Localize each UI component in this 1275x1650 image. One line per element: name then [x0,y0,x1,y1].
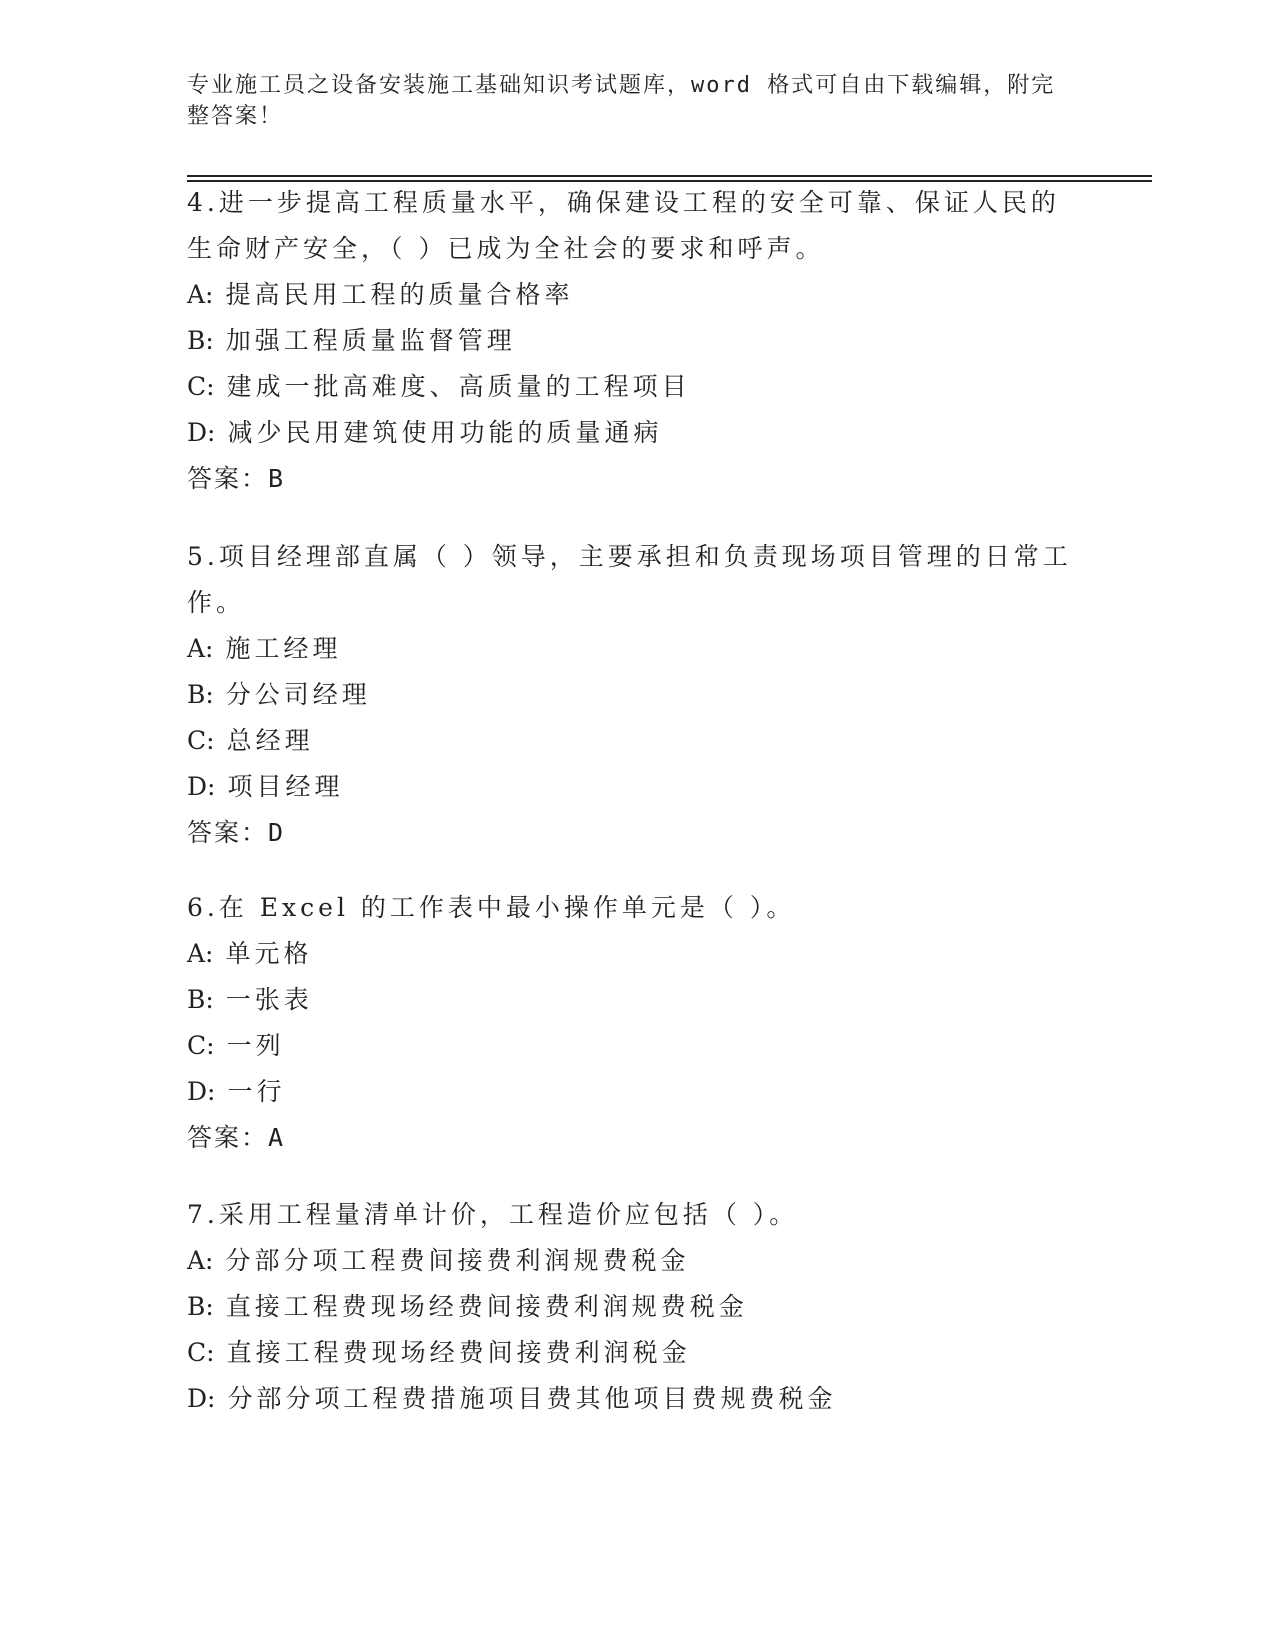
answer-value: B [268,464,284,493]
option-letter: A: [187,634,214,663]
option-letter: B: [187,680,214,709]
answer-line [187,810,1087,856]
option-a [187,1238,1087,1284]
question-stem-line: 4.进一步提高工程质量水平，确保建设工程的安全可靠、保证人民的 [187,188,1060,217]
answer-label: 答案： [187,464,269,493]
option-letter: B: [187,1292,214,1321]
option-b [187,318,1087,364]
question-stem-line: 生命财产安全，（ ）已成为全社会的要求和呼声。 [187,234,825,263]
option-b [187,977,1087,1023]
option-letter: A: [187,280,214,309]
option-text: 直接工程费现场经费间接费利润规费税金 [225,1292,748,1321]
option-text: 提高民用工程的质量合格率 [225,280,574,309]
option-text: 分公司经理 [225,680,371,709]
option-letter: C: [187,372,215,401]
option-text: 一列 [226,1031,285,1060]
option-letter: D: [187,418,216,447]
option-letter: C: [187,726,215,755]
document-header [187,70,1067,132]
option-text: 单元格 [225,939,313,968]
option-text: 一张表 [225,985,313,1014]
question-7 [187,1192,1087,1422]
option-text: 项目经理 [227,772,344,801]
option-text: 直接工程费现场经费间接费利润税金 [226,1338,691,1367]
header-line-1: 专业施工员之设备安装施工基础知识考试题库，word 格式可自由下载编辑，附完 [187,73,1056,98]
option-letter: D: [187,1077,216,1106]
option-c [187,718,1087,764]
answer-value: A [268,1123,284,1152]
option-letter: A: [187,1246,214,1275]
option-letter: C: [187,1031,215,1060]
question-5 [187,534,1087,856]
option-d [187,1376,1087,1422]
question-stem-line: 7.采用工程量清单计价，工程造价应包括（ ）。 [187,1200,799,1229]
answer-value: D [268,818,284,847]
option-b [187,672,1087,718]
option-letter: D: [187,1384,216,1413]
option-c [187,364,1087,410]
option-text: 一行 [227,1077,286,1106]
option-text: 总经理 [226,726,314,755]
option-letter: B: [187,326,214,355]
option-text: 分部分项工程费间接费利润规费税金 [225,1246,690,1275]
option-a [187,272,1087,318]
answer-label: 答案： [187,1123,269,1152]
option-b [187,1284,1087,1330]
option-d [187,1069,1087,1115]
answer-line [187,456,1087,502]
option-a [187,626,1087,672]
question-stem-line: 6.在 Excel 的工作表中最小操作单元是（ ）。 [187,893,796,922]
option-c [187,1023,1087,1069]
option-d [187,410,1087,456]
option-text: 建成一批高难度、高质量的工程项目 [226,372,691,401]
option-letter: A: [187,939,214,968]
option-c [187,1330,1087,1376]
question-6 [187,885,1087,1161]
option-letter: D: [187,772,216,801]
option-text: 减少民用建筑使用功能的质量通病 [227,418,663,447]
option-text: 施工经理 [225,634,342,663]
header-line-2: 整答案！ [187,104,284,129]
answer-label: 答案： [187,818,269,847]
question-stem-line: 作。 [187,588,246,617]
option-letter: B: [187,985,214,1014]
question-4 [187,180,1087,502]
answer-line [187,1115,1087,1161]
option-a [187,931,1087,977]
header-divider-top [187,175,1152,177]
option-text: 加强工程质量监督管理 [225,326,516,355]
option-letter: C: [187,1338,215,1367]
question-stem-line: 5.项目经理部直属（ ）领导，主要承担和负责现场项目管理的日常工 [187,542,1072,571]
option-text: 分部分项工程费措施项目费其他项目费规费税金 [227,1384,837,1413]
option-d [187,764,1087,810]
